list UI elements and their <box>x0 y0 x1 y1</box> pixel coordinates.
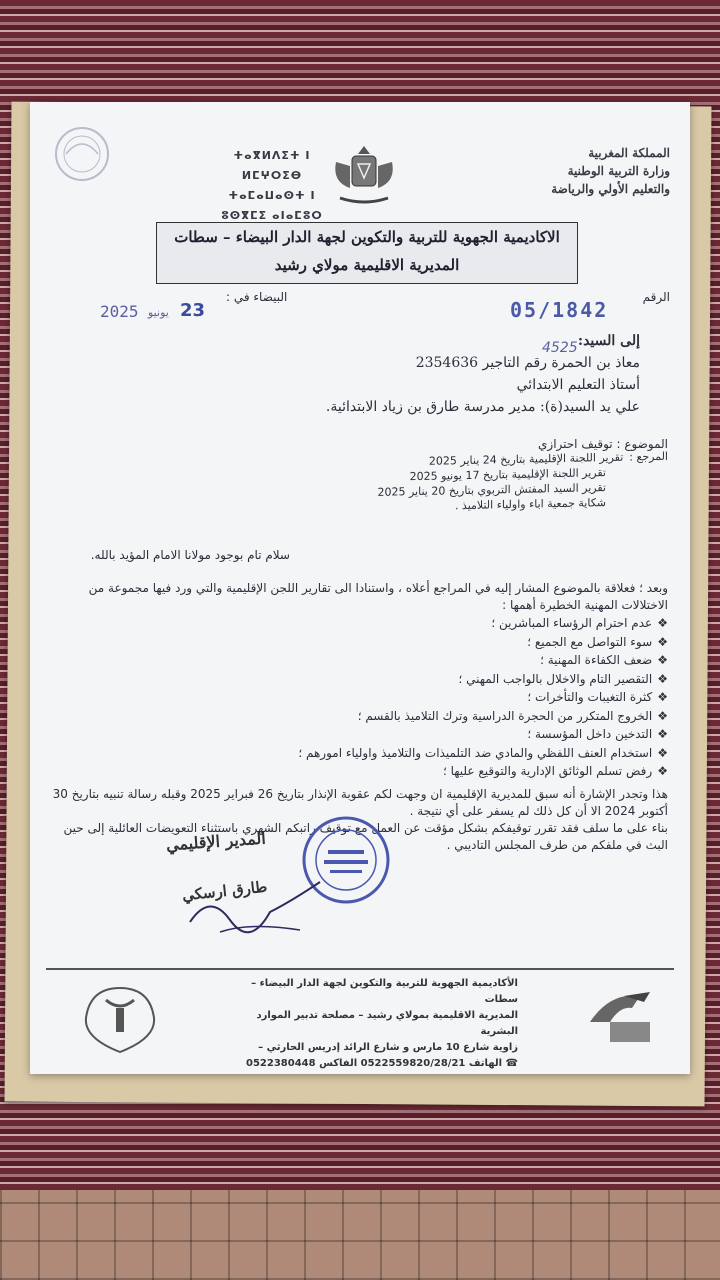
recipient-block <box>200 330 640 418</box>
recipient-name: معاذ بن الحمرة رقم التاجير 2354636 <box>415 355 640 371</box>
intro-paragraph: وبعد ؛ فعلاقة بالموضوع المشار إليه في المراجع أعلاه ، واستنادا الى تقارير اللجن الإقليمية والتي ورد فيها مجموعة من الاختلالات المهنية الخطيرة أهمها : <box>88 581 668 612</box>
kingdom-header <box>500 144 670 198</box>
diamond-bullet-icon: ❖ <box>657 727 668 741</box>
list-item: ❖ التقصير التام والاخلال بالواجب المهني ؛ <box>108 670 668 689</box>
academy-title-box <box>156 222 578 284</box>
reference-item: شكاية جمعية اباء واولياء التلاميذ . <box>454 496 606 513</box>
footer-divider <box>46 968 674 970</box>
reference-item: تقرير السيد المفتش التربوي بتاريخ 20 يناير 2025 <box>377 481 606 499</box>
signatory-name: طارق ارسكي <box>181 877 269 905</box>
list-item: ❖ سوء التواصل مع الجميع ؛ <box>108 633 668 652</box>
reference-item: تقرير اللجنة الإقليمية بتاريخ 17 يونيو 2025 <box>409 466 606 484</box>
fax-label: الفاكس <box>319 1058 358 1069</box>
directorate-name: المديرية الاقليمية مولاي رشيد <box>274 256 460 274</box>
date-label: البيضاء في : <box>226 290 288 304</box>
reference-number: 05/1842 <box>510 298 609 322</box>
greeting-line: سلام تام بوجود مولانا الامام المؤيد بالله. <box>90 548 290 562</box>
phone-number: 0522559820/28/21 <box>360 1058 466 1069</box>
list-item: ❖ الخروج المتكرر من الحجرة الدراسية وترك التلاميذ بالقسم ؛ <box>108 707 668 726</box>
list-item: ❖ التدخين داخل المؤسسة ؛ <box>108 725 668 744</box>
handwritten-number: 4525 <box>542 340 578 356</box>
list-item: ❖ عدم احترام الرؤساء المباشرين ؛ <box>108 614 668 633</box>
footer-address <box>218 976 518 1072</box>
floor-background <box>0 1190 720 1280</box>
list-item: ❖ ضعف الكفاءة المهنية ؛ <box>108 651 668 670</box>
list-item: ❖ استخدام العنف اللفظي والمادي ضد التلميذات والتلاميذ واولياء امورهم ؛ <box>108 744 668 763</box>
diamond-bullet-icon: ❖ <box>657 671 668 686</box>
diamond-bullet-icon: ❖ <box>657 764 668 778</box>
diamond-bullet-icon: ❖ <box>657 634 668 649</box>
references-block <box>168 449 668 519</box>
tifinagh-line: ⵜⴰⵎⴰⵡⴰⵙⵜ ⵏ ⵓⵙⴳⵎⵉ ⴰⵏⴰⵎⵓⵔ <box>221 189 323 222</box>
official-letter <box>30 102 690 1074</box>
recipient-role: أستاذ التعليم الابتدائي <box>516 377 640 393</box>
diamond-bullet-icon: ❖ <box>657 745 668 760</box>
diamond-bullet-icon: ❖ <box>657 708 668 723</box>
ribbon-logo-icon <box>70 978 170 1058</box>
footer-line: المديرية الاقليمية بمولاي رشيد – مصلحة تدبير الموارد البشرية <box>256 1010 518 1037</box>
signatory-title: المدير الإقليمي <box>165 828 267 855</box>
reference-label: الرقم <box>642 290 670 304</box>
footer-line: زاوية شارع 10 مارس و شارع الرائد إدريس الحارثي – <box>258 1042 518 1053</box>
academy-logo-icon <box>580 982 670 1052</box>
phone-label: الهاتف <box>468 1058 503 1069</box>
tifinagh-header <box>204 146 340 226</box>
recipient-label: إلى السيد: <box>577 333 640 349</box>
tifinagh-line: ⵜⴰⴳⵍⴷⵉⵜ ⵏ ⵍⵎⵖⵔⵉⴱ <box>233 149 311 182</box>
header-line: والتعليم الأولي والرياضة <box>551 182 670 196</box>
violations-list <box>108 614 668 781</box>
list-item: ❖ رفض تسلم الوثائق الإدارية والتوقيع عليها ؛ <box>108 762 668 781</box>
subject-line: الموضوع : توقيف احترازي <box>538 437 668 451</box>
phone-icon: ☎ <box>505 1058 518 1069</box>
diamond-bullet-icon: ❖ <box>657 653 668 667</box>
header-line: المملكة المغربية <box>588 146 670 160</box>
diamond-bullet-icon: ❖ <box>657 690 668 704</box>
academy-name: الاكاديمية الجهوية للتربية والتكوين لجهة الدار البيضاء – سطات <box>174 228 560 246</box>
diamond-bullet-icon: ❖ <box>657 616 668 630</box>
reference-item: تقرير اللجنة الإقليمية بتاريخ 24 يناير 2025 <box>428 450 624 468</box>
footer-contact <box>218 1056 518 1072</box>
date-day: 23 <box>180 300 206 321</box>
closing-paragraph: هذا وتجدر الإشارة أنه سبق للمديرية الإقليمية ان وجهت لكم عقوبة الإنذار بتاريخ 26 فبراير 2025 وقبله رسالة تنبيه بتاريخ 30 أكتوبر 2024 الا أن كل ذلك لم يسفر على أي نتيجة . <box>52 787 668 818</box>
footer-line: الأكاديمية الجهوية للتربية والتكوين لجهة الدار البيضاء – سطات <box>251 978 518 1005</box>
date-month: يونيو <box>148 306 169 319</box>
references-label: المرجع : <box>629 449 668 464</box>
list-item: ❖ كثرة التغيبات والتأخرات ؛ <box>108 688 668 707</box>
date-year: 2025 <box>100 302 139 321</box>
fax-number: 0522380448 <box>245 1058 316 1069</box>
recipient-via: علي يد السيد(ة): مدير مدرسة طارق بن زياد الابتدائية. <box>325 399 640 415</box>
header-line: وزارة التربية الوطنية <box>567 164 670 178</box>
corner-stamp-icon <box>52 114 112 214</box>
closing-paragraph: بناء على ما سلف فقد تقرر توقيفكم بشكل مؤقت عن العمل مع توقيف راتبكم الشهري باستثناء التعويضات العائلية إلى حين البث في ملفكم من طرف المجلس التاديبي . <box>63 821 668 852</box>
